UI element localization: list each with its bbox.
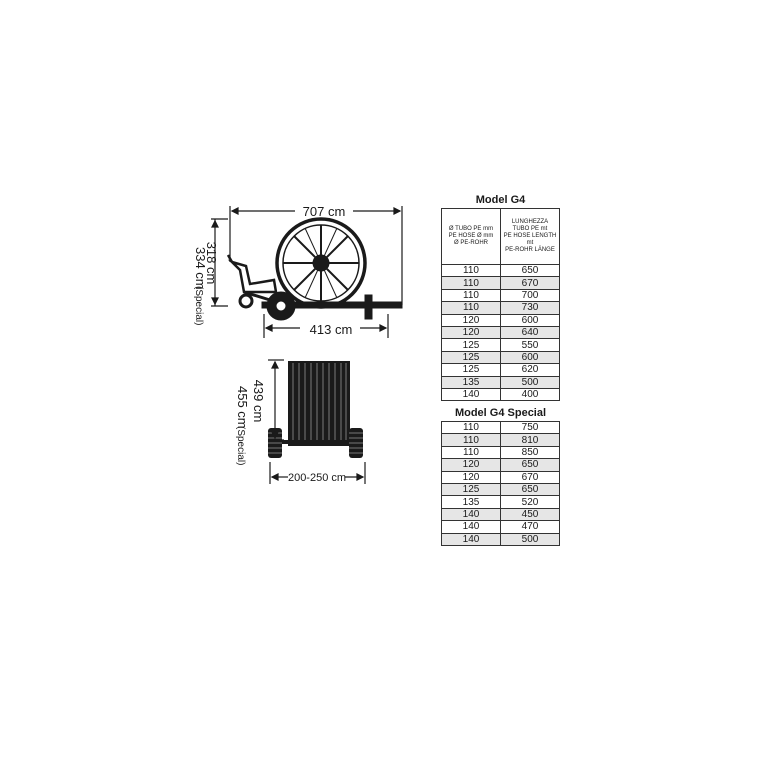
hose-reel <box>277 219 365 307</box>
trailer-wheels <box>240 292 295 320</box>
table-row <box>442 434 560 446</box>
header-length-it-2: TUBO PE mt <box>512 226 548 232</box>
cell-diameter: 120 <box>442 314 501 326</box>
cell-length: 650 <box>501 459 560 471</box>
cell-diameter: 120 <box>442 471 501 483</box>
cell-length: 730 <box>501 302 560 314</box>
rear-view-drawing <box>268 361 363 458</box>
header-diameter-en: PE HOSE Ø mm <box>448 233 494 239</box>
cell-diameter: 125 <box>442 339 501 351</box>
cell-diameter: 110 <box>442 277 501 289</box>
height-label: 318 cm <box>204 241 219 285</box>
cell-diameter: 120 <box>442 459 501 471</box>
table-row <box>442 277 560 289</box>
table-row <box>442 364 560 376</box>
table-row <box>442 326 560 338</box>
table-row <box>442 388 560 400</box>
height-special-label: 334 cm <box>193 247 208 290</box>
table-g4-title: Model G4 <box>475 194 526 206</box>
table-g4-special <box>441 421 560 546</box>
table-g4-header <box>442 209 560 265</box>
cell-diameter: 110 <box>442 302 501 314</box>
table-g4 <box>441 208 560 401</box>
table-row <box>442 339 560 351</box>
cell-diameter: 140 <box>442 508 501 520</box>
table-row <box>442 471 560 483</box>
cell-diameter: 135 <box>442 376 501 388</box>
cell-length: 600 <box>501 314 560 326</box>
table-row <box>442 351 560 363</box>
header-diameter-it: Ø TUBO PE mm <box>448 226 494 232</box>
cell-diameter: 110 <box>442 422 501 434</box>
cell-diameter: 140 <box>442 521 501 533</box>
depth-special-note: (Special) <box>235 426 246 466</box>
table-row <box>442 521 560 533</box>
table-g4-special-title: Model G4 Special <box>454 407 547 419</box>
cell-length: 650 <box>501 265 560 277</box>
table-row <box>442 302 560 314</box>
table-row <box>442 265 560 277</box>
width-label: 200-250 cm <box>287 472 347 484</box>
cell-diameter: 110 <box>442 289 501 301</box>
table-row <box>442 508 560 520</box>
cell-diameter: 110 <box>442 434 501 446</box>
cell-length: 520 <box>501 496 560 508</box>
cell-length: 500 <box>501 533 560 545</box>
table-row <box>442 459 560 471</box>
cell-diameter: 125 <box>442 364 501 376</box>
cell-diameter: 125 <box>442 351 501 363</box>
table-row <box>442 376 560 388</box>
cell-length: 640 <box>501 326 560 338</box>
header-length-it-1: LUNGHEZZA <box>511 219 549 225</box>
cell-diameter: 110 <box>442 446 501 458</box>
cell-diameter: 140 <box>442 388 501 400</box>
cell-length: 670 <box>501 471 560 483</box>
table-model-g4 <box>441 193 560 401</box>
cell-length: 650 <box>501 483 560 495</box>
cell-diameter: 140 <box>442 533 501 545</box>
header-diameter-de: Ø PE-ROHR <box>453 240 488 246</box>
cell-length: 620 <box>501 364 560 376</box>
cell-diameter: 135 <box>442 496 501 508</box>
cell-length: 550 <box>501 339 560 351</box>
depth-special-label: 455 cm <box>235 386 250 429</box>
height-special-note: (Special) <box>193 286 204 326</box>
cell-length: 400 <box>501 388 560 400</box>
table-row <box>442 422 560 434</box>
cell-length: 450 <box>501 508 560 520</box>
table-row <box>442 533 560 545</box>
table-row <box>442 483 560 495</box>
table-row <box>442 314 560 326</box>
cell-length: 850 <box>501 446 560 458</box>
header-hose-length <box>501 209 560 265</box>
depth-label: 439 cm <box>251 379 266 423</box>
length-label: 707 cm <box>302 204 346 219</box>
cell-length: 470 <box>501 521 560 533</box>
cell-length: 750 <box>501 422 560 434</box>
header-length-de: PE-ROHR LÄNGE <box>505 247 555 253</box>
cell-diameter: 120 <box>442 326 501 338</box>
cell-length: 700 <box>501 289 560 301</box>
cell-length: 600 <box>501 351 560 363</box>
cell-diameter: 125 <box>442 483 501 495</box>
cell-length: 670 <box>501 277 560 289</box>
header-hose-diameter <box>442 209 501 265</box>
table-model-g4-special <box>441 406 560 546</box>
cell-diameter: 110 <box>442 265 501 277</box>
header-length-en: PE HOSE LENGTH mt <box>503 233 557 246</box>
table-row <box>442 446 560 458</box>
cell-length: 810 <box>501 434 560 446</box>
cell-length: 500 <box>501 376 560 388</box>
table-row <box>442 496 560 508</box>
wheelbase-label: 413 cm <box>309 322 353 337</box>
table-row <box>442 289 560 301</box>
